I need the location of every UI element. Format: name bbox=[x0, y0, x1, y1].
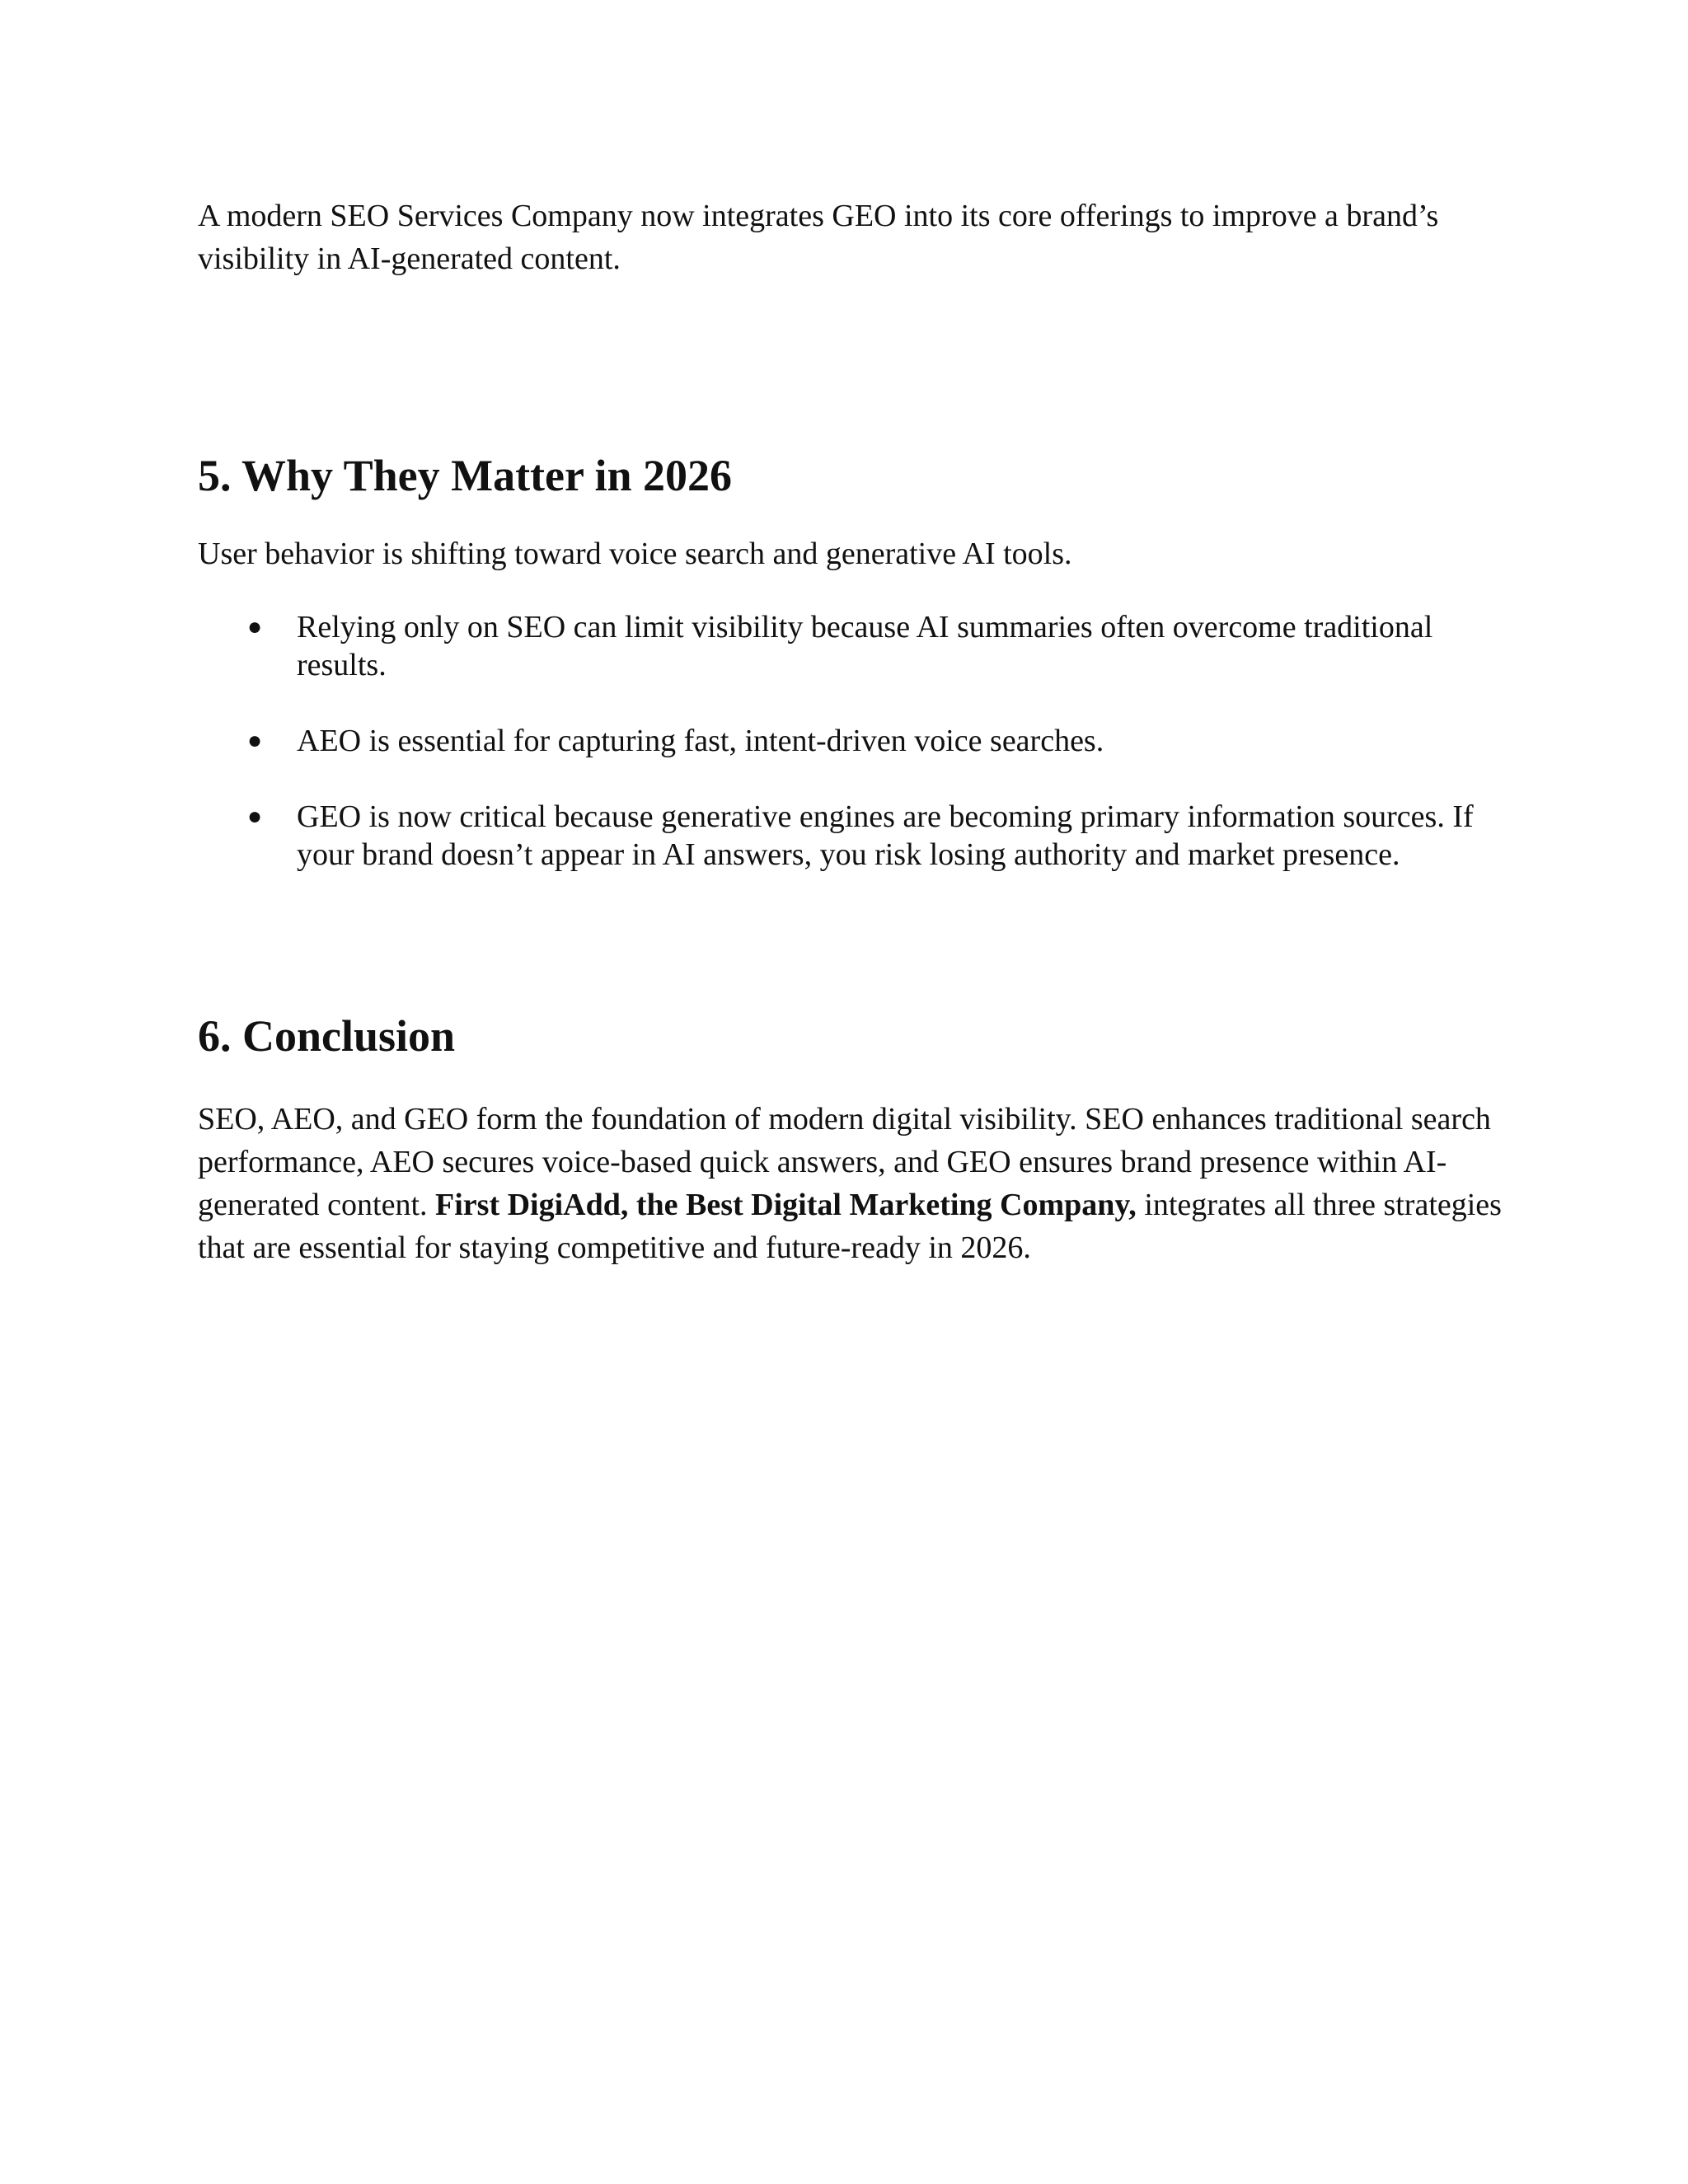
conclusion-bold-company: First DigiAdd, the Best Digital Marketing Company, bbox=[435, 1188, 1137, 1222]
conclusion-text-end: integrates all three strategies that are essential for staying competitive and future-ready in 2026. bbox=[198, 1188, 1502, 1265]
list-item bbox=[198, 608, 1508, 684]
intro-paragraph: A modern SEO Services Company now integrates GEO into its core offerings to improve a brand’s visibility in AI-generated content. bbox=[198, 199, 1439, 276]
list-item-text: GEO is now critical because generative engines are becoming primary information sources. If your brand doesn’t appear in AI answers, you risk losing authority and market presence. bbox=[297, 799, 1474, 872]
section-heading-conclusion: 6. Conclusion bbox=[198, 1011, 456, 1061]
list-item-text: AEO is essential for capturing fast, intent-driven voice searches. bbox=[297, 724, 1104, 758]
list-item bbox=[198, 722, 1508, 760]
section-heading-why-they-matter: 5. Why They Matter in 2026 bbox=[198, 451, 733, 500]
bullet-icon: ● bbox=[247, 727, 263, 754]
list-item-text: Relying only on SEO can limit visibility because AI summaries often overcome traditional results. bbox=[297, 610, 1433, 682]
section-spacer bbox=[198, 912, 1508, 1009]
section-paragraph-user-behavior: User behavior is shifting toward voice search and generative AI tools. bbox=[198, 537, 1072, 571]
bullet-icon: ● bbox=[247, 803, 263, 830]
conclusion-text-start: SEO, AEO, and GEO form the foundation of modern digital visibility. SEO enhances traditional search performance, AEO secures voice-based quick answers, and GEO ensures brand presence within AI-generated content. bbox=[198, 1102, 1491, 1222]
bullet-icon: ● bbox=[247, 613, 263, 640]
bullet-list bbox=[198, 608, 1508, 874]
conclusion-paragraph bbox=[198, 1098, 1508, 1269]
document-body bbox=[198, 194, 1508, 1269]
list-item bbox=[198, 798, 1508, 874]
